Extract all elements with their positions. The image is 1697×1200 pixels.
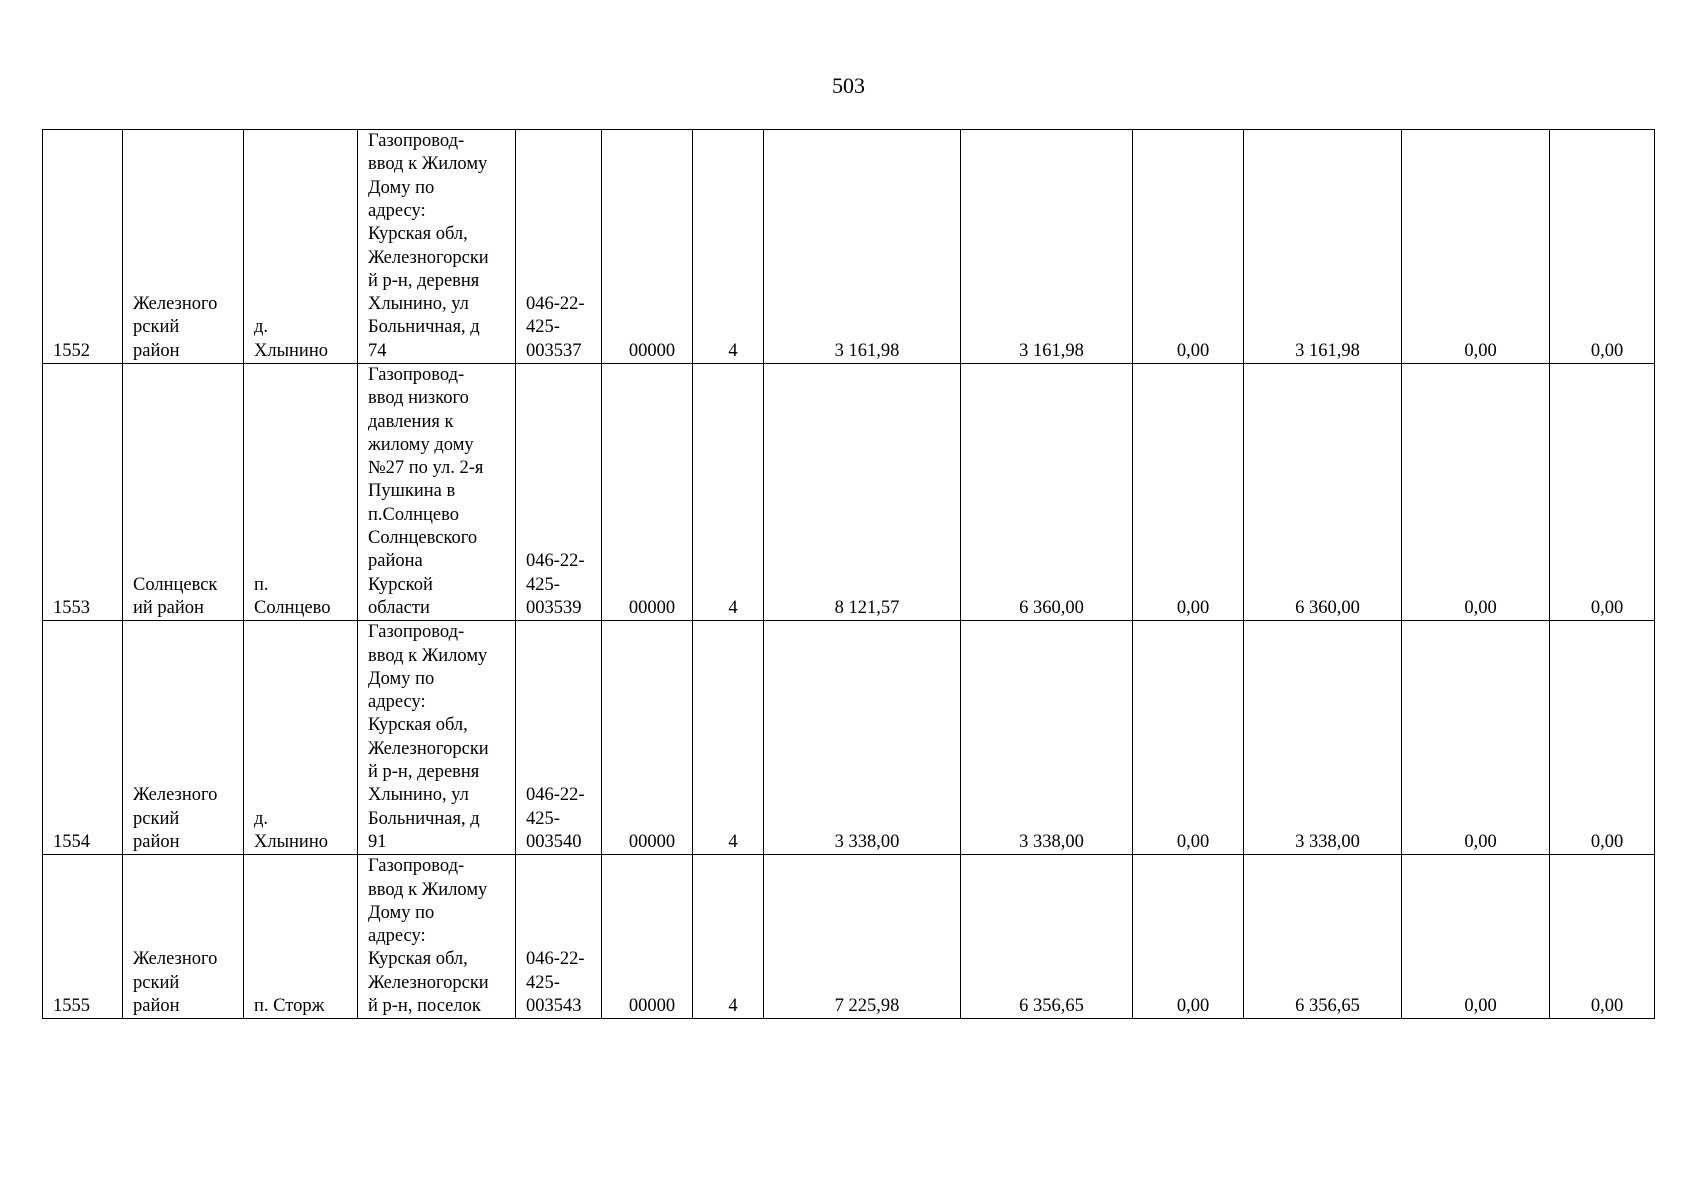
description-line: ввод к Жилому xyxy=(368,154,488,175)
description-line: №27 по ул. 2-я xyxy=(368,458,484,479)
description-line: Железногорски xyxy=(368,972,489,993)
value-4-cell: 6 356,65 xyxy=(1244,855,1402,1019)
description-line: Хлынино, ул xyxy=(368,294,469,315)
description-line: адресу: xyxy=(368,692,426,713)
description-line: 74 xyxy=(368,340,387,361)
value-1-cell: 7 225,98 xyxy=(764,855,961,1019)
description-line: Больничная, д xyxy=(368,808,480,829)
description-line: Железногорски xyxy=(368,738,489,759)
table-row xyxy=(43,855,1655,1019)
row-number-cell: 1553 xyxy=(43,364,123,621)
district-line: район xyxy=(133,340,180,361)
value-5-cell: 0,00 xyxy=(1402,855,1550,1019)
district-line: Железного xyxy=(133,294,218,315)
district-line: ий район xyxy=(133,597,204,618)
settlement-line: Хлынино xyxy=(254,340,328,361)
district-cell xyxy=(123,855,244,1019)
settlement-cell xyxy=(244,364,358,621)
code-line: 046-22- xyxy=(526,949,585,970)
description-line: Газопровод- xyxy=(368,365,465,385)
district-line: Железного xyxy=(133,785,218,806)
code-line: 046-22- xyxy=(526,551,585,572)
description-line: Солнцевского xyxy=(368,528,478,549)
description-line: области xyxy=(368,597,430,618)
value-1-cell: 3 338,00 xyxy=(764,621,961,855)
description-line: п.Солнцево xyxy=(368,504,459,525)
code-line: 003540 xyxy=(526,831,582,852)
value-4-cell: 6 360,00 xyxy=(1244,364,1402,621)
value-3-cell: 0,00 xyxy=(1133,855,1244,1019)
code-line: 425- xyxy=(526,808,560,829)
code-line: 046-22- xyxy=(526,294,585,315)
settlement-line: д. xyxy=(254,808,269,829)
code-cell xyxy=(516,130,602,364)
description-line: 91 xyxy=(368,831,387,852)
description-line: ввод к Жилому xyxy=(368,645,488,666)
description-line: адресу: xyxy=(368,926,426,947)
description-line: й р-н, поселок xyxy=(368,996,481,1017)
description-line: Курской xyxy=(368,574,433,595)
description-line: Дому по xyxy=(368,902,435,923)
value-4-cell: 3 161,98 xyxy=(1244,130,1402,364)
table-body xyxy=(43,130,1655,1019)
description-line: адресу: xyxy=(368,200,426,221)
settlement-cell xyxy=(244,855,358,1019)
group-cell: 00000 xyxy=(602,855,693,1019)
description-line: Дому по xyxy=(368,668,435,689)
value-6-cell: 0,00 xyxy=(1550,130,1655,364)
value-6-cell: 0,00 xyxy=(1550,855,1655,1019)
description-line: жилому дому xyxy=(368,434,474,455)
value-2-cell: 6 360,00 xyxy=(961,364,1133,621)
description-line: Газопровод- xyxy=(368,131,465,152)
value-1-cell: 8 121,57 xyxy=(764,364,961,621)
value-3-cell: 0,00 xyxy=(1133,130,1244,364)
code-cell xyxy=(516,364,602,621)
description-line: Дому по xyxy=(368,177,435,198)
description-line: Курская обл, xyxy=(368,949,468,970)
category-cell: 4 xyxy=(693,130,764,364)
category-cell: 4 xyxy=(693,855,764,1019)
description-line: ввод низкого xyxy=(368,388,469,409)
description-line: Курская обл, xyxy=(368,715,468,736)
group-cell: 00000 xyxy=(602,364,693,621)
group-cell: 00000 xyxy=(602,621,693,855)
description-line: Железногорски xyxy=(368,247,489,268)
value-6-cell: 0,00 xyxy=(1550,621,1655,855)
description-line: й р-н, деревня xyxy=(368,762,480,783)
description-line: Хлынино, ул xyxy=(368,785,469,806)
description-line: Газопровод- xyxy=(368,622,465,643)
description-line: Больничная, д xyxy=(368,317,480,338)
code-line: 425- xyxy=(526,574,560,595)
row-number-cell: 1554 xyxy=(43,621,123,855)
description-line: Газопровод- xyxy=(368,856,465,877)
value-5-cell: 0,00 xyxy=(1402,130,1550,364)
settlement-line: д. xyxy=(254,317,269,338)
value-1-cell: 3 161,98 xyxy=(764,130,961,364)
value-3-cell: 0,00 xyxy=(1133,621,1244,855)
description-line: района xyxy=(368,551,423,572)
table-row xyxy=(43,364,1655,621)
code-line: 003539 xyxy=(526,597,582,618)
value-3-cell: 0,00 xyxy=(1133,364,1244,621)
settlement-line: п. Сторж xyxy=(254,996,325,1017)
settlement-cell xyxy=(244,621,358,855)
description-line: давления к xyxy=(368,411,454,432)
district-line: район xyxy=(133,996,180,1017)
code-line: 003537 xyxy=(526,340,582,361)
district-cell xyxy=(123,364,244,621)
value-4-cell: 3 338,00 xyxy=(1244,621,1402,855)
district-cell xyxy=(123,621,244,855)
settlement-line: п. xyxy=(254,574,269,595)
code-line: 425- xyxy=(526,317,560,338)
code-line: 003543 xyxy=(526,996,582,1017)
settlement-line: Хлынино xyxy=(254,831,328,852)
description-cell xyxy=(358,855,516,1019)
value-5-cell: 0,00 xyxy=(1402,364,1550,621)
value-5-cell: 0,00 xyxy=(1402,621,1550,855)
table-row xyxy=(43,130,1655,364)
value-2-cell: 3 161,98 xyxy=(961,130,1133,364)
description-cell xyxy=(358,621,516,855)
code-line: 425- xyxy=(526,972,560,993)
category-cell: 4 xyxy=(693,364,764,621)
description-line: ввод к Жилому xyxy=(368,879,488,900)
description-line: й р-н, деревня xyxy=(368,270,480,291)
value-6-cell: 0,00 xyxy=(1550,364,1655,621)
table-row xyxy=(43,621,1655,855)
code-cell xyxy=(516,855,602,1019)
row-number-cell: 1552 xyxy=(43,130,123,364)
code-cell xyxy=(516,621,602,855)
description-cell xyxy=(358,364,516,621)
registry-table xyxy=(42,129,1655,1019)
settlement-cell xyxy=(244,130,358,364)
description-line: Пушкина в xyxy=(368,481,456,502)
district-line: Железного xyxy=(133,949,218,970)
value-2-cell: 3 338,00 xyxy=(961,621,1133,855)
district-line: рский xyxy=(133,808,180,829)
value-2-cell: 6 356,65 xyxy=(961,855,1133,1019)
group-cell: 00000 xyxy=(602,130,693,364)
district-line: Солнцевск xyxy=(133,574,218,595)
description-line: Курская обл, xyxy=(368,224,468,245)
code-line: 046-22- xyxy=(526,785,585,806)
description-cell xyxy=(358,130,516,364)
category-cell: 4 xyxy=(693,621,764,855)
district-line: рский xyxy=(133,972,180,993)
row-number-cell: 1555 xyxy=(43,855,123,1019)
settlement-line: Солнцево xyxy=(254,597,331,618)
district-cell xyxy=(123,130,244,364)
district-line: рский xyxy=(133,317,180,338)
district-line: район xyxy=(133,831,180,852)
page-number: 503 xyxy=(832,73,865,98)
